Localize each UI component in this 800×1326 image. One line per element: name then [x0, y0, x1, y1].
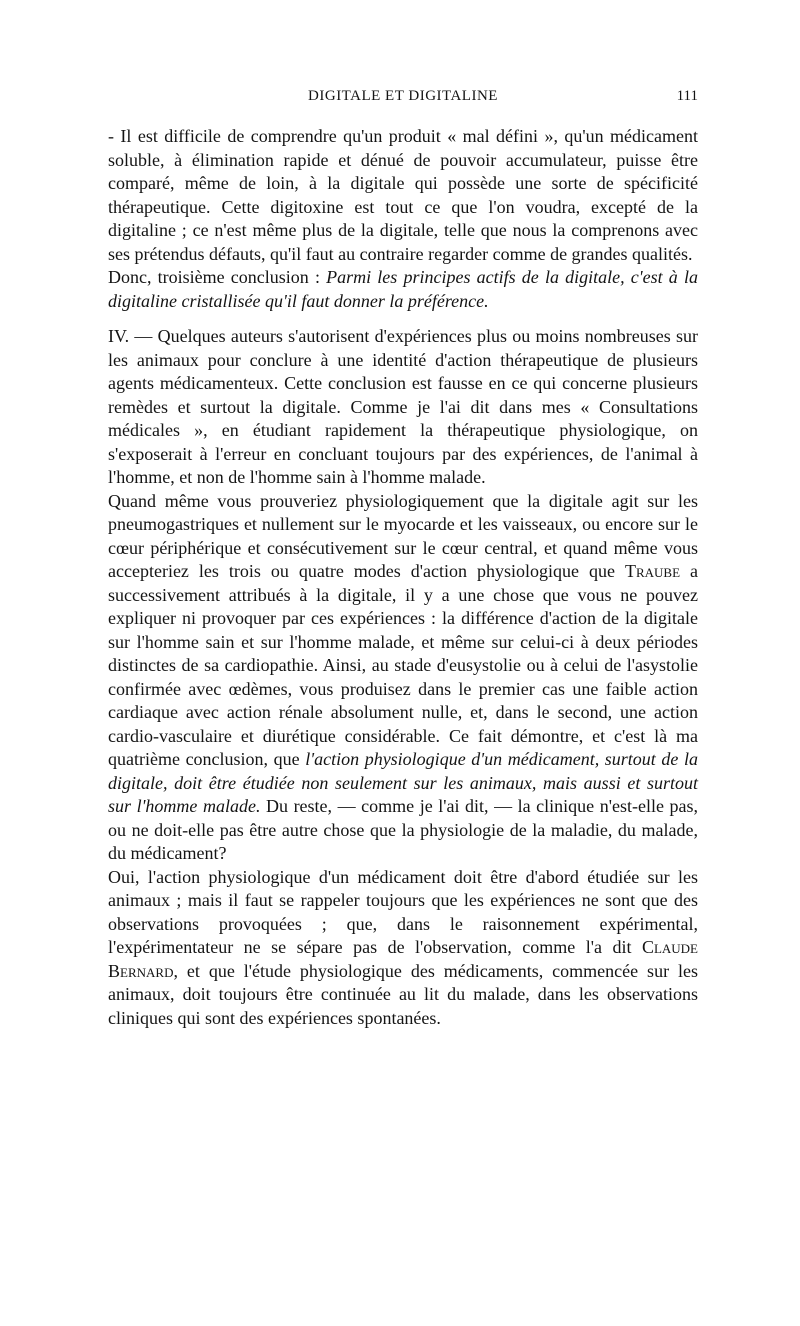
paragraph-1 — [108, 125, 698, 266]
paragraph-3-text: IV. — Quelques auteurs s'autorisent d'expériences plus ou moins nombreuses sur les animaux pour conclure à une identité d'action thérapeutique de plusieurs agents médicamenteux. Cette conclusion est fausse en ce qui concerne plusieurs remèdes et surtout la digitale. Comme je l'ai dit dans mes « Consultations médicales », en étudiant rapidement la thérapeutique physiologique, on s'exposerait à l'erreur en concluant toujours par des expériences, de l'animal à l'homme, et non de l'homme sain à l'homme malade. — [108, 326, 698, 487]
paragraph-4-part1: Quand même vous prouveriez physiologiquement que la digitale agit sur les pneumogastriques et nullement sur le myocarde et les vaisseaux, ou encore sur le cœur périphérique et consécutivement sur le cœur central, et quand même vous accepteriez les trois ou quatre modes d'action physiologique que — [108, 490, 698, 581]
author-name-traube: Traube — [624, 561, 681, 581]
paragraph-3 — [108, 325, 698, 490]
paragraph-2-conclusion: Parmi les principes actifs de la digitale, c'est à la digitaline cristallisée qu'il faut donner la préférence. — [108, 267, 698, 311]
paragraph-5 — [108, 866, 698, 1031]
paragraph-2 — [108, 266, 698, 313]
paragraph-4-part3: Du reste, — comme je l'ai dit, — la clinique n'est-elle pas, ou ne doit-elle pas être autre chose que la physiologie de la maladie, du malade, du médicament? — [108, 796, 698, 863]
page-number: 111 — [676, 88, 698, 104]
page-body — [108, 125, 698, 1030]
page-header — [108, 88, 698, 112]
paragraph-5-part2: , et que l'étude physiologique des médicaments, commencée sur les animaux, doit toujours être continuée au lit du malade, dans les observations cliniques qui sont des expériences spontanées. — [108, 960, 698, 1028]
running-title: DIGITALE ET DIGITALINE — [308, 88, 498, 104]
paragraph-4-conclusion: l'action physiologique d'un médicament, surtout de la digitale, doit être étudiée non seulement sur les animaux, mais aussi et surtout sur l'homme malade. — [108, 749, 698, 816]
paragraph-5-part1: Oui, l'action physiologique d'un médicament doit être d'abord étudiée sur les animaux ; mais il faut se rappeler toujours que les expériences ne sont que des observations provoquées ; que, dans le raisonnement expérimental, l'expérimentateur ne se sépare pas de l'observation, comme l'a dit — [108, 866, 698, 957]
author-name-bernard: Claude Bernard — [108, 937, 698, 981]
paragraph-1-text: - Il est difficile de comprendre qu'un produit « mal défini », qu'un médicament soluble, à élimination rapide et dénué de pouvoir accumulateur, puisse être comparé, même de loin, à la digitale qui possède une sorte de spécificité thérapeutique. Cette digitoxine est tout ce que l'on voudra, excepté de la digitaline ; ce n'est même plus de la digitale, telle que nous la comprenons avec ses prétendus défauts, qu'il faut au contraire regarder comme de grandes qualités. — [108, 126, 698, 264]
paragraph-4 — [108, 490, 698, 866]
paragraph-2-lead: Donc, troisième conclusion : — [108, 267, 327, 287]
paragraph-4-part2: a successivement attribués à la digitale, il y a une chose que vous ne pouvez expliquer ni provoquer par ces expériences : la différence d'action de la digitale sur l'homme sain et sur l'homme malade, et même sur celui-ci à deux périodes distinctes de sa cardiopathie. Ainsi, au stade d'eusystolie ou à celui de l'asystolie confirmée avec œdèmes, vous produisez dans le premier cas une faible action cardiaque avec action rénale absolument nulle, et, dans le second, une action cardio-vasculaire et diurétique considérable. Ce fait démontre, et c'est là ma quatrième conclusion, que — [108, 561, 698, 769]
